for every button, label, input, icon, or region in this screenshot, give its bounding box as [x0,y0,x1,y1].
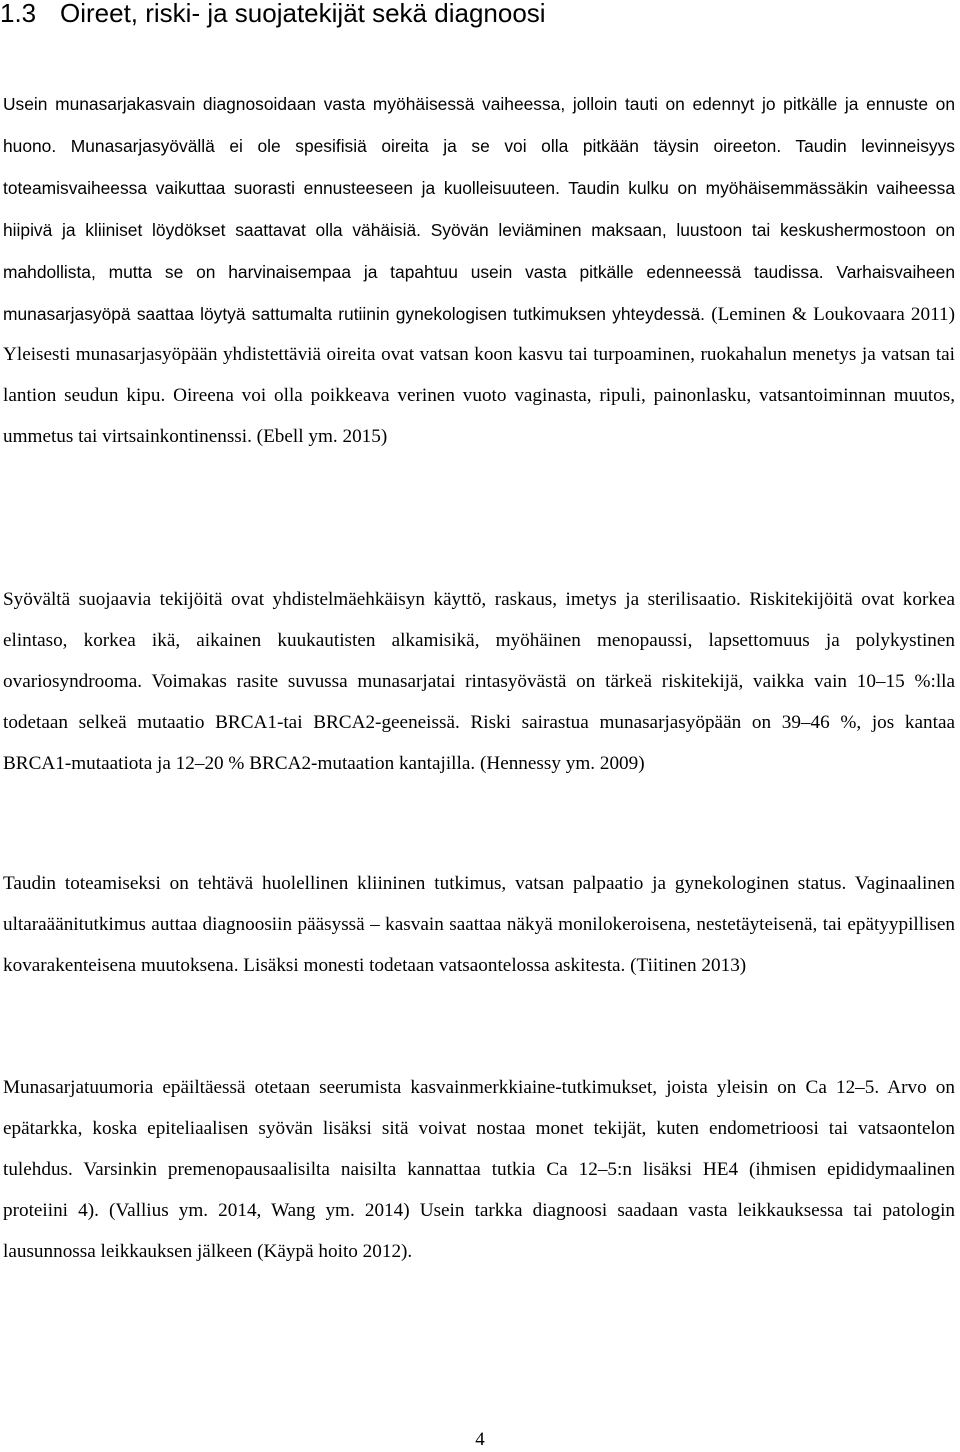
paragraph-diagnosis: Taudin toteamiseksi on tehtävä huolellinen kliininen tutkimus, vatsan palpaatio ja gynekologinen status. Vaginaalinen ultaraäänitutkimus auttaa diagnoosiin pääsyssä – kasvain saattaa näkyä monilokeroisena, nestetäyteisenä, tai epätyypillisen kovarakenteisena muutoksena. Lisäksi monesti todetaan vatsaontelossa askitesta. (Tiitinen 2013) [3,873,955,976]
section-number: 1.3 [0,0,37,28]
paragraph-tumor-markers: Munasarjatuumoria epäiltäessä otetaan seerumista kasvainmerkkiaine-tutkimukset, joista yleisin on Ca 12–5. Arvo on epätarkka, koska epiteliaalisen syövän lisäksi sitä voivat nostaa monet tekijät, kuten endometrioosi tai vatsaontelon tulehdus. Varsinkin premenopausaalisilta naisilta kannattaa tutkia Ca 12–5:n lisäksi HE4 (ihmisen epididymaalinen proteiini 4). (Vallius ym. 2014, Wang ym. 2014) Usein tarkka diagnoosi saadaan vasta leikkauksessa tai patologin lausunnossa leikkauksen jälkeen (Käypä hoito 2012). [3,1077,955,1262]
section-title: Oireet, riski- ja suojatekijät sekä diagnoosi [60,0,546,28]
paragraph-risk-factors: Syövältä suojaavia tekijöitä ovat yhdistelmäehkäisyn käyttö, raskaus, imetys ja sterilisaatio. Riskitekijöitä ovat korkea elintaso, korkea ikä, aikainen kuukautisten alkamisikä, myöhäinen menopaussi, lapsettomuus ja polykystinen ovariosyndrooma. Voimakas rasite suvussa munasarjatai rintasyövästä on tärkeä riskitekijä, vaikka vain 10–15 %:lla todetaan selkeä mutaatio BRCA1-tai BRCA2-geeneissä. Riski sairastua munasarjasyöpään on 39–46 %, jos kantaa BRCA1-mutaatiota ja 12–20 % BRCA2-mutaation kantajilla. (Hennessy ym. 2009) [3,589,955,774]
page-number: 4 [475,1429,485,1450]
paragraph-symptoms-part2: (Leminen & Loukovaara 2011) Yleisesti munasarjasyöpään yhdistettäviä oireita ovat vatsan koon kasvu tai turpoaminen, ruokahalun menetys ja vatsan tai lantion seudun kipu. Oireena voi olla poikkeava verinen vuoto vaginasta, ripuli, painonlasku, vatsantoiminnan muutos, ummetus tai virtsainkontinenssi. (Ebell ym. 2015) [3,303,955,448]
paragraph-symptoms [3,84,955,458]
paragraph-symptoms-part1: Usein munasarjakasvain diagnosoidaan vasta myöhäisessä vaiheessa, jolloin tauti on edennyt jo pitkälle ja ennuste on huono. Munasarjasyövällä ei ole spesifisiä oireita ja se voi olla pitkään täysin oireeton. Taudin levinneisyys toteamisvaiheessa vaikuttaa suorasti ennusteeseen ja kuolleisuuteen. Taudin kulku on myöhäisemmässäkin vaiheessa hiipivä ja kliiniset löydökset saattavat olla vähäisiä. Syövän leviäminen maksaan, luustoon tai keskushermostoon on mahdollista, mutta se on harvinaisempaa ja tapahtuu usein vasta pitkälle edenneessä taudissa. Varhaisvaiheen munasarjasyöpä saattaa löytyä sattumalta rutiinin gynekologisen tutkimuksen yhteydessä. [3,94,955,324]
section-heading [0,0,546,30]
